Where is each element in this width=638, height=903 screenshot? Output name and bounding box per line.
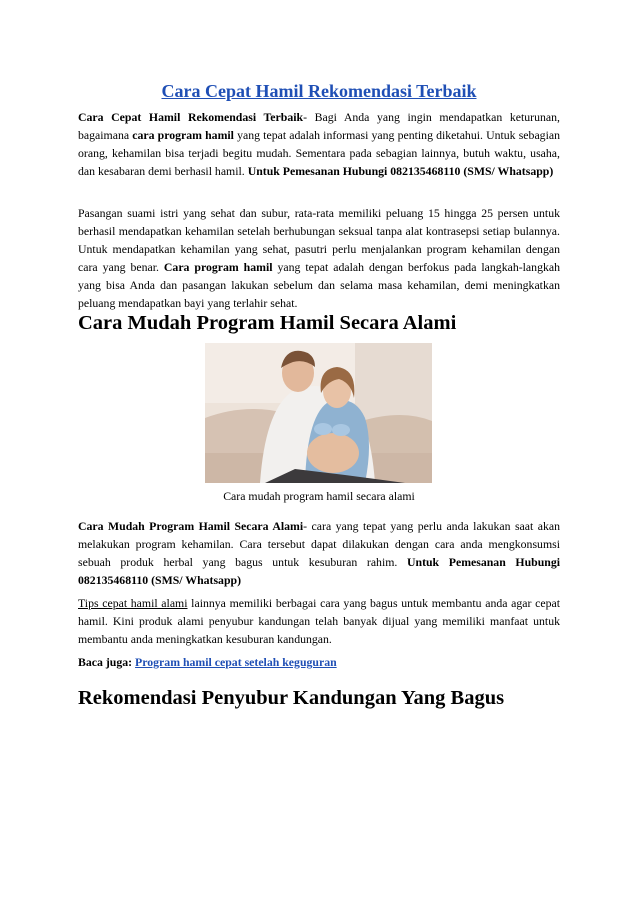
intro-bold-title: Cara Cepat Hamil Rekomendasi Terbaik: [78, 110, 304, 124]
section-heading-recommendation: Rekomendasi Penyubur Kandungan Yang Bagus: [78, 687, 505, 709]
intro-text-1: - Bagi Anda yang ingin mendapatkan keturunan, bagaimana: [78, 110, 560, 142]
baca-juga-link[interactable]: Program hamil cepat setelah keguguran: [135, 655, 337, 669]
couple-paragraph: [78, 204, 560, 312]
tips-text: lainnya memiliki berbagai cara yang bagus untuk membantu anda agar cepat hamil. Kini produk alami penyubur kandungan telah banyak dijual yang memiliki manfaat untuk membantu anda meningkatkan kesuburan kandungan.: [78, 596, 560, 646]
image-caption: Cara mudah program hamil secara alami: [223, 489, 415, 503]
natural-text: - cara yang tepat yang perlu anda lakukan saat akan melakukan program kehamilan. Cara tersebut dapat dilakukan dengan cara anda mengkonsumsi sebuah produk herbal yang bagus untuk kesuburan rahim.: [78, 519, 561, 569]
natural-order-contact: Untuk Pemesanan Hubungi 082135468110 (SMS/ Whatsapp): [78, 555, 560, 587]
couple-text-1: Pasangan suami istri yang sehat dan subur, rata-rata memiliki peluang 15 hingga 25 persen untuk berhasil mendapatkan kehamilan setelah berhubungan seksual tanpa alat kontrasepsi setiap bulannya. Untuk mendapatkan kehamilan yang sehat, pasutri perlu menjalankan program kehamilan dengan cara yang benar.: [78, 206, 560, 274]
couple-photo: [205, 343, 432, 483]
intro-paragraph: [78, 108, 560, 180]
document-title: [0, 80, 638, 102]
section-heading-natural: Cara Mudah Program Hamil Secara Alami: [78, 312, 457, 334]
natural-paragraph: [78, 517, 560, 589]
couple-bold-keyword: Cara program hamil: [163, 260, 273, 274]
intro-bold-keyword: cara program hamil: [132, 128, 234, 142]
tips-underlined-link[interactable]: Tips cepat hamil alami: [78, 596, 188, 610]
couple-photo-illustration: [205, 343, 432, 483]
baca-juga-label: Baca juga:: [78, 655, 133, 669]
tips-paragraph: [78, 594, 560, 648]
document-title-link[interactable]: Cara Cepat Hamil Rekomendasi Terbaik: [161, 81, 477, 101]
couple-text-2: yang tepat adalah dengan berfokus pada langkah-langkah yang bisa Anda dan pasangan lakukan sebelum dan selama masa kehamilan, demi meningkatkan peluang mendapatkan bayi yang terlahir sehat.: [78, 260, 560, 310]
intro-order-contact: Untuk Pemesanan Hubungi 082135468110 (SMS/ Whatsapp): [247, 164, 554, 178]
baca-juga-line: [78, 653, 560, 671]
intro-text-2: yang tepat adalah informasi yang penting diketahui. Untuk sebagian orang, kehamilan bisa terjadi begitu mudah. Sementara pada sebagian lainnya, butuh waktu, usaha, dan kesabaran demi berhasil hamil.: [78, 128, 560, 178]
natural-bold-title: Cara Mudah Program Hamil Secara Alami: [78, 519, 304, 533]
